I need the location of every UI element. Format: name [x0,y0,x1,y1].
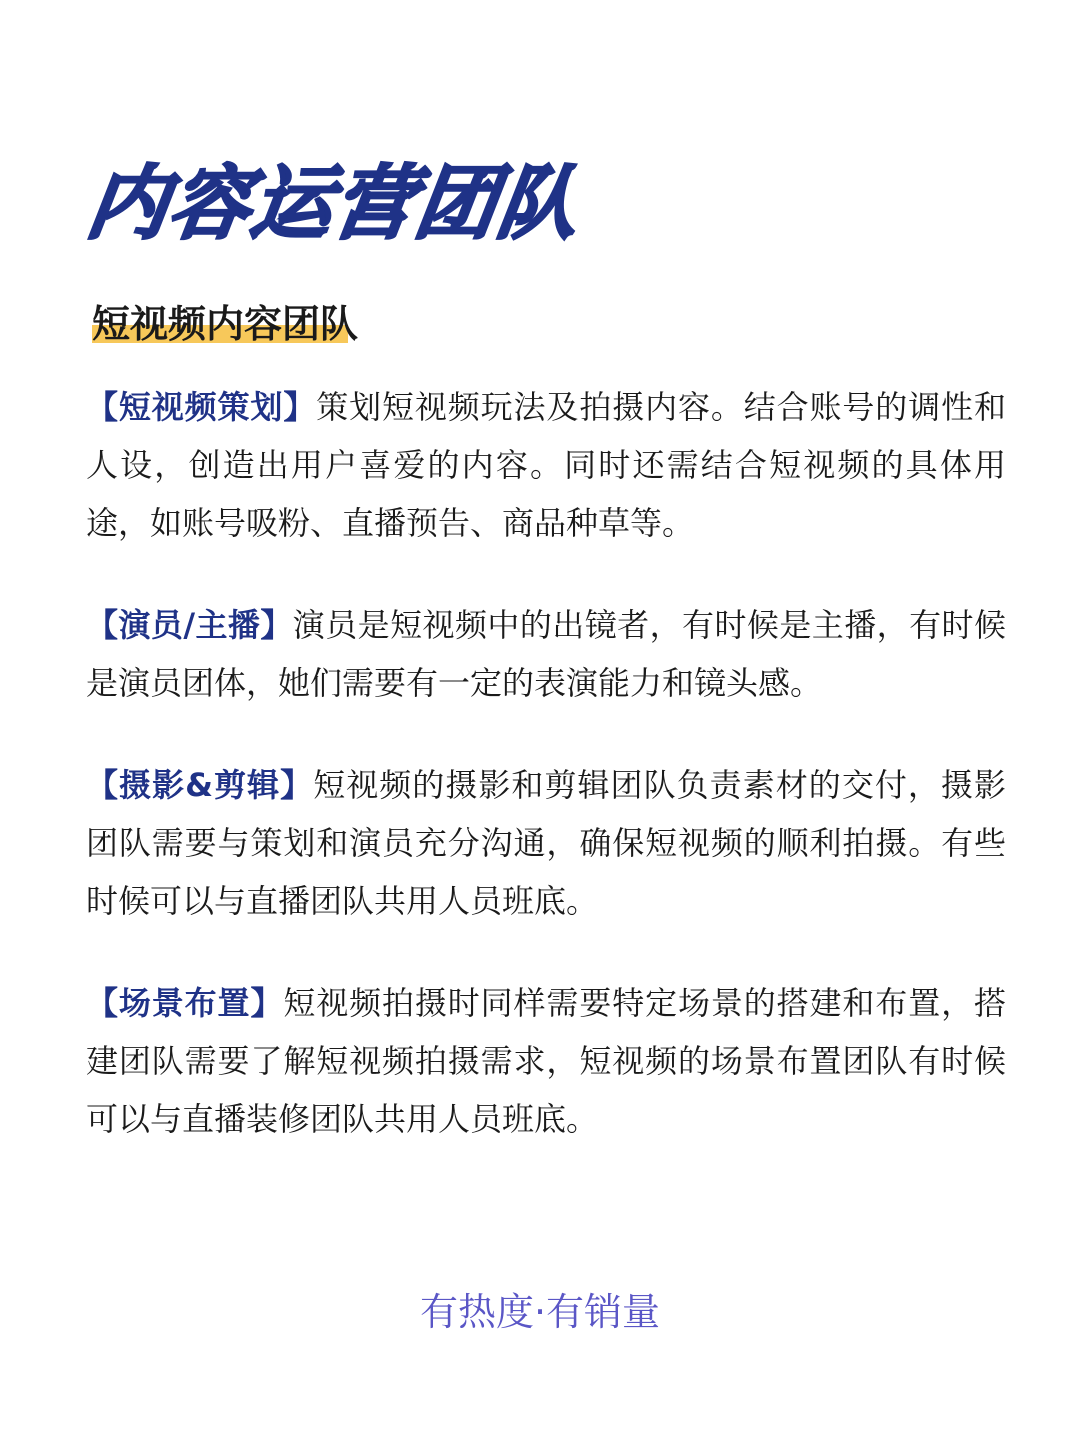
section-title: 短视频内容团队 [92,302,359,346]
paragraph-label: 【演员/主播】 [86,606,293,644]
paragraph-text: 策划短视频玩法及拍摄内容。结合账号的调性和人设，创造出用户喜爱的内容。同时还需结合短视频的具体用途，如账号吸粉、直播预告、商品种草等。 [86,388,1006,542]
content-body [86,378,1006,1192]
paragraph-scene-setup [86,974,1006,1148]
paragraph-text: 短视频的摄影和剪辑团队负责素材的交付，摄影团队需要与策划和演员充分沟通，确保短视频的顺利拍摄。有些时候可以与直播团队共用人员班底。 [86,766,1006,920]
paragraph-filming-editing [86,756,1006,930]
paragraph-actor-host [86,596,1006,712]
footer-slogan: 有热度·有销量 [419,1290,661,1334]
paragraph-text: 演员是短视频中的出镜者，有时候是主播，有时候是演员团体，她们需要有一定的表演能力和镜头感。 [86,606,1006,702]
paragraph-label: 【摄影&剪辑】 [86,766,314,804]
page-title: 内容运营团队 [81,157,587,250]
paragraph-label: 【短视频策划】 [86,388,317,426]
paragraph-short-video-planning [86,378,1006,552]
paragraph-label: 【场景布置】 [86,984,284,1022]
paragraph-text: 短视频拍摄时同样需要特定场景的搭建和布置，搭建团队需要了解短视频拍摄需求，短视频的场景布置团队有时候可以与直播装修团队共用人员班底。 [86,984,1006,1138]
section-title-block [92,298,358,350]
